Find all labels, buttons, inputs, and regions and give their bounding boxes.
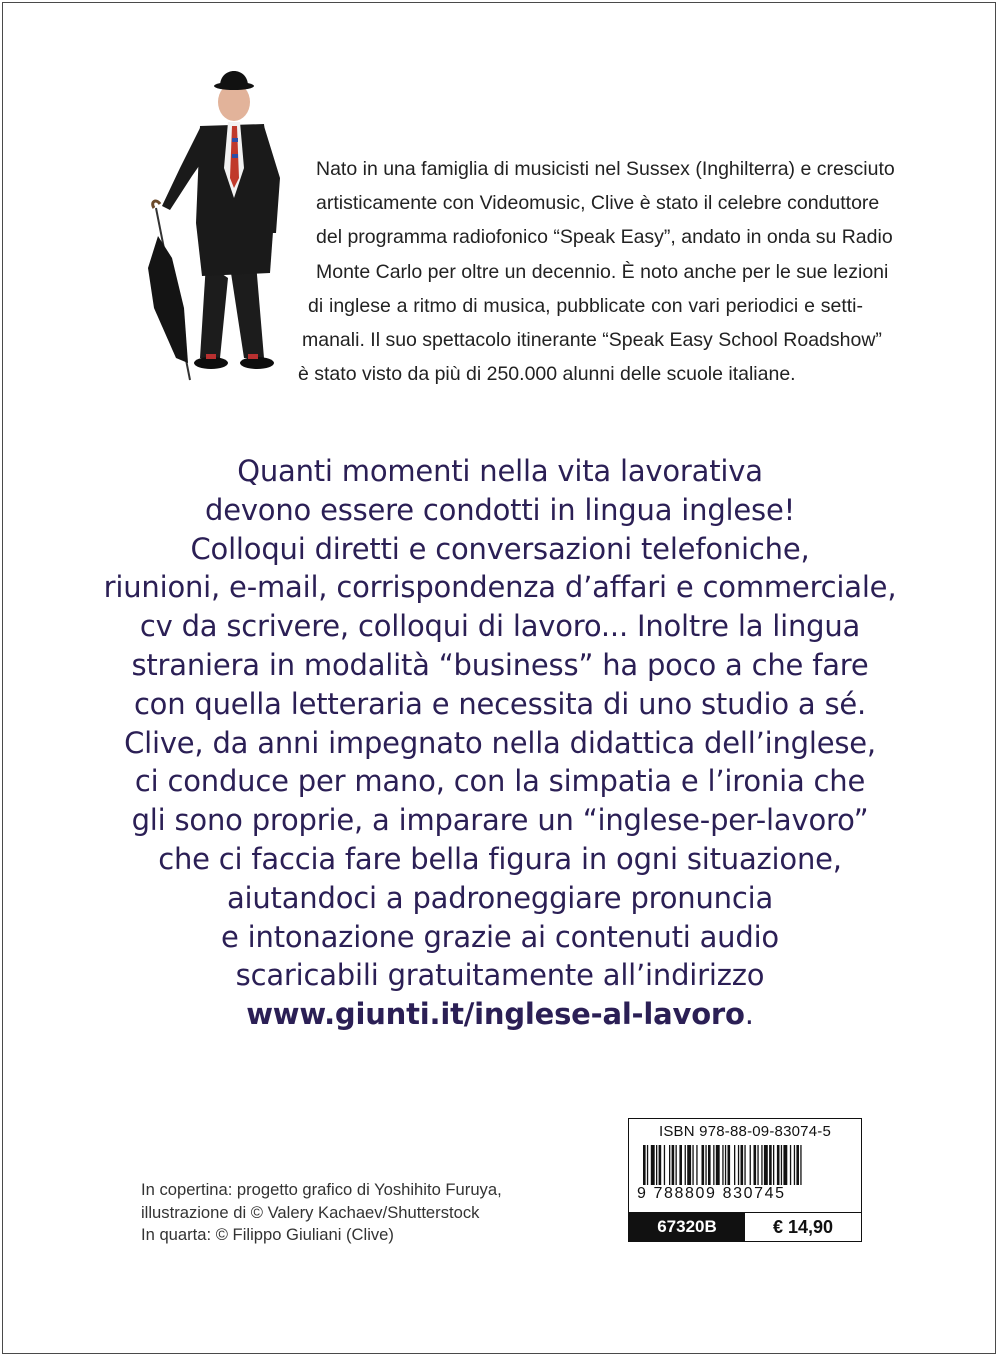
barcode-bar xyxy=(796,1145,799,1185)
barcode-bar xyxy=(647,1145,648,1185)
barcode-bar xyxy=(738,1145,739,1185)
barcode-bar xyxy=(790,1145,791,1185)
bio-line: artisticamente con Videomusic, Clive è stato il celebre conduttore xyxy=(316,192,880,215)
bio-line: del programma radiofonico “Speak Easy”, andato in onda su Radio xyxy=(316,226,893,249)
blurb-line: Quanti momenti nella vita lavorativa xyxy=(237,454,763,488)
website-link[interactable]: www.giunti.it/inglese-al-lavoro xyxy=(246,997,745,1032)
barcode-bar xyxy=(716,1145,720,1185)
blurb-line: scaricabili gratuitamente all’indirizzo xyxy=(235,958,765,993)
blurb-line: Colloqui diretti e conversazioni telefoniche, xyxy=(190,531,810,566)
bio-line: Monte Carlo per oltre un decennio. È noto anche per le sue lezioni xyxy=(316,260,889,283)
barcode-box xyxy=(628,1118,862,1242)
blurb-line: ci conduce per mano, con la simpatia e l’ironia che xyxy=(134,764,866,799)
barcode-bar xyxy=(669,1145,670,1185)
barcode-icon xyxy=(635,1145,855,1189)
url-period: . xyxy=(744,997,754,1032)
barcode-bar xyxy=(656,1145,657,1185)
bio-line: è stato visto da più di 250.000 alunni delle scuole italiane. xyxy=(298,363,796,386)
bio-line: Nato in una famiglia di musicisti nel Sussex (Inghilterra) e cresciuto xyxy=(316,158,895,180)
author-photo xyxy=(136,58,286,388)
barcode-bar xyxy=(651,1145,655,1185)
barcode-bar xyxy=(773,1145,774,1185)
barcode-bar xyxy=(781,1145,782,1185)
barcode-bar xyxy=(713,1145,714,1185)
barcode-bar xyxy=(800,1145,801,1185)
barcode-bar xyxy=(705,1145,706,1185)
barcode-bar xyxy=(692,1145,693,1185)
blurb-url-line xyxy=(60,995,940,1034)
credit-line: In copertina: progetto grafico di Yoshihito Furuya, xyxy=(141,1180,502,1199)
barcode-bar xyxy=(777,1145,780,1185)
ean-digits: 9 788809 830745 xyxy=(637,1185,786,1202)
credit-line: In quarta: © Filippo Giuliani (Clive) xyxy=(141,1225,394,1244)
barcode-bar xyxy=(685,1145,686,1185)
blurb-line: cv da scrivere, colloqui di lavoro... Inoltre la lingua xyxy=(139,609,861,644)
umbrella-icon xyxy=(148,201,190,380)
barcode-bar xyxy=(722,1145,723,1185)
barcode-bar xyxy=(664,1145,665,1185)
isbn-number: ISBN 978-88-09-83074-5 xyxy=(658,1123,831,1140)
barcode-bar xyxy=(679,1145,682,1185)
blurb-line: straniera in modalità “business” ha poco a che fare xyxy=(131,647,869,682)
price-label: € 14,90 xyxy=(745,1212,861,1241)
barcode-bar xyxy=(643,1145,646,1185)
blurb-line: riunioni, e-mail, corrispondenza d’affari e commerciale, xyxy=(103,570,897,605)
credit-line: illustrazione di © Valery Kachaev/Shutterstock xyxy=(141,1202,480,1222)
barcode-bar xyxy=(734,1145,735,1185)
blurb-line: che ci faccia fare bella figura in ogni situazione, xyxy=(158,841,842,876)
bio-line: manali. Il suo spettacolo itinerante “Speak Easy School Roadshow” xyxy=(302,329,882,352)
barcode-bar xyxy=(764,1145,768,1185)
barcode-bar xyxy=(728,1145,731,1185)
barcode-bar xyxy=(708,1145,711,1185)
cover-credits xyxy=(141,1179,502,1247)
blurb-line: e intonazione grazie ai contenuti audio xyxy=(221,919,779,954)
blurb-line: gli sono proprie, a imparare un “inglese-per-lavoro” xyxy=(131,803,869,838)
barcode-bar xyxy=(696,1145,697,1185)
barcode-bar xyxy=(741,1145,744,1185)
barcode-bar xyxy=(672,1145,675,1185)
blurb-line: Clive, da anni impegnato nella didattica dell’inglese, xyxy=(124,725,876,760)
barcode-bar xyxy=(761,1145,762,1185)
bio-line: di inglese a ritmo di musica, pubblicate con vari periodici e setti- xyxy=(308,294,863,317)
barcode-bar xyxy=(794,1145,795,1185)
product-code: 67320B xyxy=(629,1212,745,1241)
blurb-line: aiutandoci a padroneggiare pronuncia xyxy=(226,880,774,915)
barcode-bar xyxy=(744,1145,745,1185)
barcode-bar xyxy=(769,1145,772,1185)
barcode-bar xyxy=(757,1145,758,1185)
blurb-line: con quella letteraria e necessita di uno studio a sé. xyxy=(133,686,867,721)
back-cover-blurb xyxy=(60,452,940,1034)
barcode-bar xyxy=(725,1145,726,1185)
blurb-line: devono essere condotti in lingua inglese! xyxy=(204,492,796,527)
author-bio xyxy=(298,152,895,391)
barcode-bar xyxy=(783,1145,787,1185)
barcode-bar xyxy=(659,1145,662,1185)
barcode-bar xyxy=(687,1145,691,1185)
barcode-bar xyxy=(750,1145,751,1185)
barcode-bar xyxy=(702,1145,705,1185)
barcode-bar xyxy=(754,1145,757,1185)
barcode-bar xyxy=(676,1145,677,1185)
